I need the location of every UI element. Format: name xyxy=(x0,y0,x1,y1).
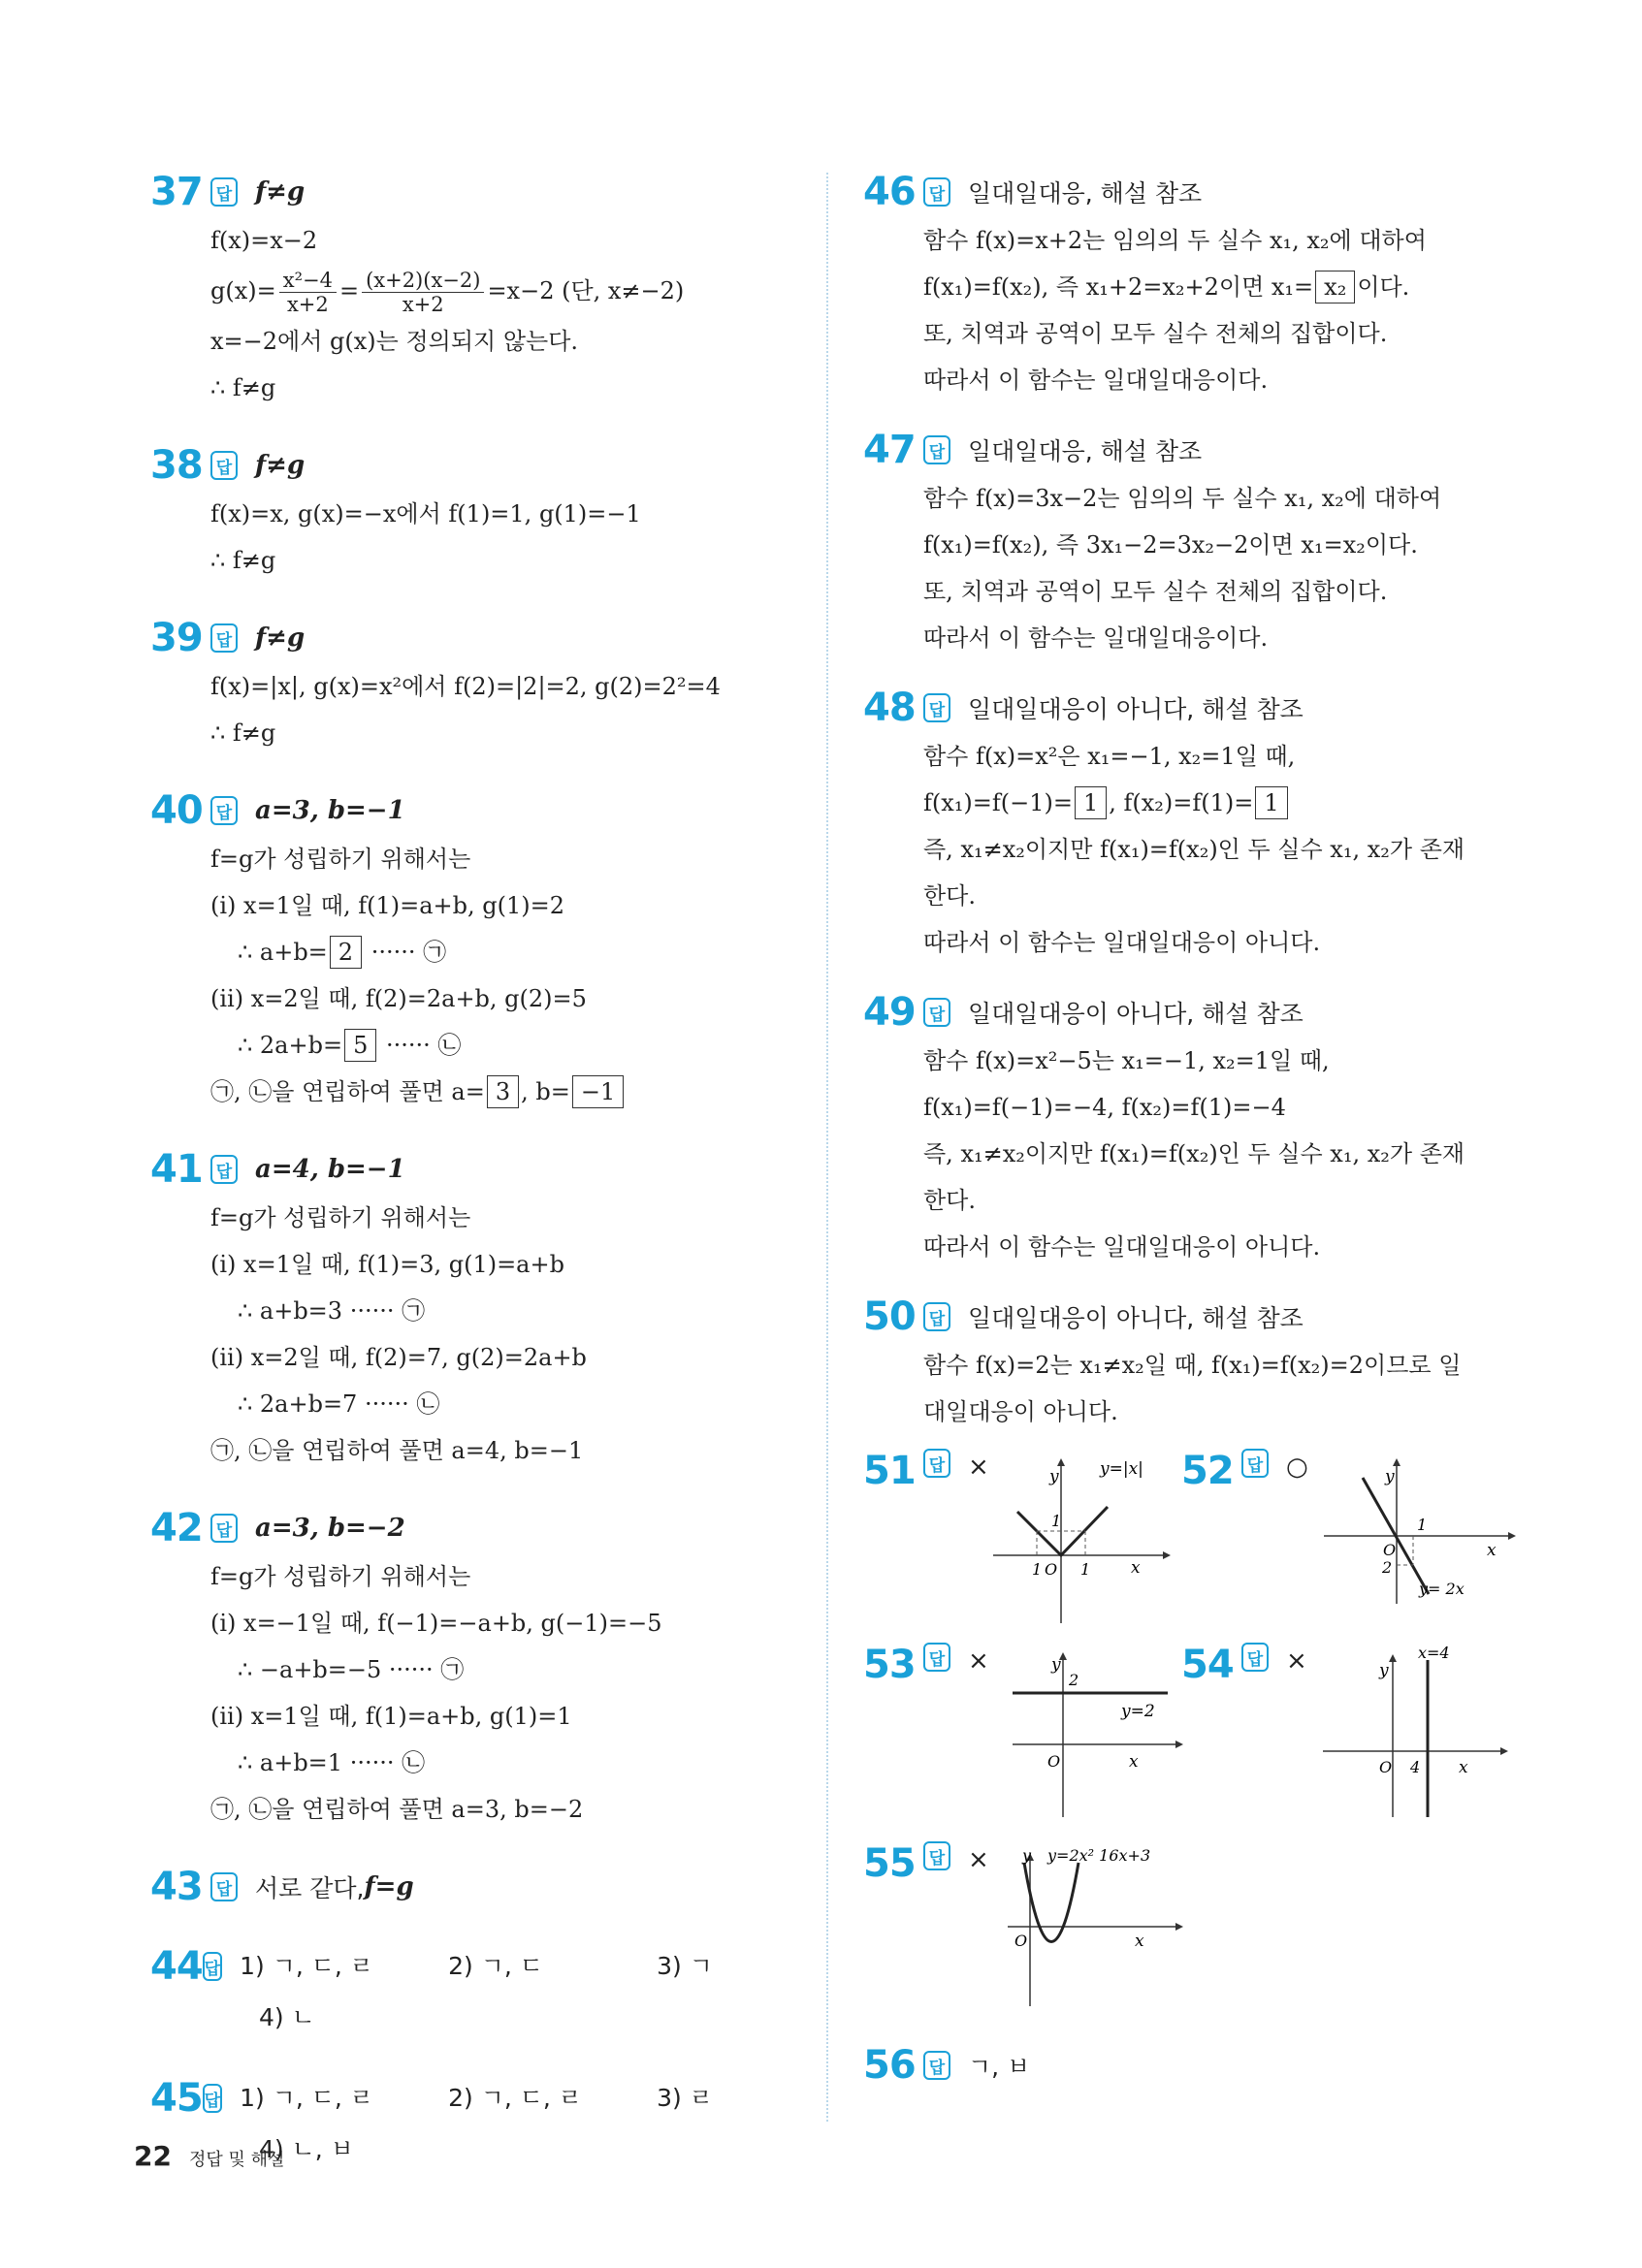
problem-39 xyxy=(150,613,810,756)
problem-50 xyxy=(863,1292,1503,1435)
answer-badge: 답 xyxy=(210,623,238,653)
page-footer xyxy=(134,2140,284,2172)
answer-badge: 답 xyxy=(923,177,950,207)
solution-line: 함수 f(x)=x²은 x₁=−1, x₂=1일 때, xyxy=(923,743,1296,770)
solution-line: f(x)=x−2 xyxy=(210,227,318,254)
problem-number: 54 xyxy=(1181,1643,1234,1687)
answer-box: 1 xyxy=(1075,786,1107,819)
equation-label: y=2x² 16x+3 xyxy=(1046,1846,1150,1865)
answer-mark: × xyxy=(968,1845,989,1874)
problem-53 xyxy=(863,1643,1187,1827)
solution-line: f(x₁)=f(x₂), 즉 3x₁−2=3x₂−2이면 x₁=x₂이다. xyxy=(923,531,1418,559)
solution-line: (ⅱ) x=1일 때, f(1)=a+b, g(1)=1 xyxy=(210,1703,572,1730)
solution-line: ∴ f≠g xyxy=(210,719,276,747)
origin-label: O xyxy=(1046,1752,1060,1771)
answer-badge: 답 xyxy=(923,1643,950,1672)
problem-number: 53 xyxy=(863,1643,916,1687)
problem-52 xyxy=(1181,1449,1523,1633)
problem-54 xyxy=(1181,1643,1522,1827)
problem-56 xyxy=(863,2040,1503,2091)
column-divider xyxy=(826,173,828,2122)
solution-line: ∴ a+b=1 ······ ㉡ xyxy=(238,1749,426,1776)
answer: 일대일대응, 해설 참조 xyxy=(968,179,1203,208)
problem-number: 46 xyxy=(863,170,916,214)
answer: ㄱ, ㅂ xyxy=(968,2053,1031,2081)
footer-title: 정답 및 해설 xyxy=(188,2150,285,2170)
problem-number: 41 xyxy=(150,1147,203,1192)
problem-number: 44 xyxy=(150,1944,203,1989)
tick-label: 1 xyxy=(1416,1516,1427,1534)
solution-line: f=g가 성립하기 위해서는 xyxy=(210,1563,471,1590)
solution-line: ∴ a+b= 2 ······ ㉠ xyxy=(150,929,810,975)
solution-line: f(x₁)=f(−1)= 1 , f(x₂)=f(1)= 1 xyxy=(863,780,1503,826)
problem-38 xyxy=(150,440,810,584)
problem-49 xyxy=(863,987,1503,1270)
answer-badge: 답 xyxy=(923,1841,950,1870)
answer-mark: × xyxy=(1286,1646,1307,1676)
solution-line: 즉, x₁≠x₂이지만 f(x₁)=f(x₂)인 두 실수 x₁, x₂가 존재 xyxy=(923,836,1465,863)
solution-line: 또, 치역과 공역이 모두 실수 전체의 집합이다. xyxy=(923,320,1388,347)
solution-line: ∴ f≠g xyxy=(210,547,276,574)
equation-label: y= 2x xyxy=(1418,1580,1465,1598)
solution-line: 따라서 이 함수는 일대일대응이 아니다. xyxy=(923,929,1321,956)
solution-line: ∴ 2a+b=7 ······ ㉡ xyxy=(238,1390,440,1418)
tick-label: 1 xyxy=(1031,1560,1042,1579)
answer-badge: 답 xyxy=(1241,1643,1269,1672)
equation-label: y=2 xyxy=(1120,1702,1155,1721)
sub-answer: 4) ㄴ, ㅂ xyxy=(259,2135,354,2163)
answer: f≠g xyxy=(255,623,306,653)
solution-line: 한다. xyxy=(923,1187,976,1214)
tick-label: 4 xyxy=(1409,1758,1420,1776)
x-label: x xyxy=(1128,1752,1139,1772)
graph-const xyxy=(993,1643,1187,1827)
problem-number: 49 xyxy=(863,990,916,1035)
y-label: y xyxy=(1050,1655,1061,1675)
graph-vertical xyxy=(1313,1643,1522,1827)
answer-badge: 답 xyxy=(210,177,238,207)
solution-line: (ⅱ) x=2일 때, f(2)=7, g(2)=2a+b xyxy=(210,1344,587,1371)
problem-number: 38 xyxy=(150,443,203,488)
problem-47 xyxy=(863,425,1503,661)
answer-badge: 답 xyxy=(203,2084,222,2113)
graph-parabola xyxy=(993,1841,1226,2016)
problem-43 xyxy=(150,1862,810,1912)
problem-number: 43 xyxy=(150,1865,203,1909)
problem-number: 45 xyxy=(150,2076,203,2121)
solution-line: g(x)= $\frac{\text{x²−4}}{x+2}$ = $\frac{(x+2)(x-2)}{x+2}$ =x−2 (단, x≠−2) xyxy=(210,269,685,316)
solution-line: 함수 f(x)=2는 x₁≠x₂일 때, f(x₁)=f(x₂)=2이므로 일 xyxy=(923,1352,1462,1379)
solution-line: ㉠, ㉡을 연립하여 풀면 a= 3 , b= −1 xyxy=(150,1069,810,1115)
x-label: x xyxy=(1134,1932,1144,1951)
y-label: y xyxy=(1021,1846,1031,1865)
solution-line: f=g가 성립하기 위해서는 xyxy=(210,1204,471,1231)
answer-badge: 답 xyxy=(210,796,238,825)
graph-row-53-54 xyxy=(863,1643,1503,1841)
graph-row-55 xyxy=(863,1841,1503,2040)
tick-label: 2 xyxy=(1068,1671,1079,1689)
answer-box: 1 xyxy=(1255,786,1287,819)
answer: 일대일대응이 아니다, 해설 참조 xyxy=(968,1000,1304,1028)
origin-label: O xyxy=(1014,1932,1027,1950)
solution-line: 따라서 이 함수는 일대일대응이다. xyxy=(923,624,1269,652)
solution-line: 함수 f(x)=3x−2는 임의의 두 실수 x₁, x₂에 대하여 xyxy=(923,485,1442,512)
sub-answer: 4) ㄴ xyxy=(259,2003,315,2031)
answer-badge: 답 xyxy=(923,693,950,722)
x-label: x xyxy=(1130,1558,1141,1578)
problem-55 xyxy=(863,1841,1226,2016)
solution-line: 한다. xyxy=(923,882,976,910)
fraction: $\frac{(x+2)(x-2)}{x+2}$ xyxy=(362,269,484,316)
problem-number: 37 xyxy=(150,170,203,214)
solution-line: (ⅱ) x=2일 때, f(2)=2a+b, g(2)=5 xyxy=(210,985,587,1012)
equation-label: x=4 xyxy=(1417,1644,1450,1662)
problem-number: 50 xyxy=(863,1294,916,1339)
answer-badge: 답 xyxy=(203,1952,222,1981)
problem-number: 55 xyxy=(863,1841,916,1886)
solution-line: (ⅰ) x=1일 때, f(1)=a+b, g(1)=2 xyxy=(210,892,564,919)
y-label: y xyxy=(1048,1467,1059,1486)
answer-mark: × xyxy=(968,1646,989,1676)
answer: a=3, b=−2 xyxy=(255,1514,405,1543)
solution-line: 함수 f(x)=x+2는 임의의 두 실수 x₁, x₂에 대하여 xyxy=(923,227,1427,254)
problem-number: 51 xyxy=(863,1449,916,1493)
problem-42 xyxy=(150,1503,810,1833)
problem-number: 42 xyxy=(150,1506,203,1550)
right-column xyxy=(863,167,1503,2120)
problem-46 xyxy=(863,167,1503,403)
answer-badge: 답 xyxy=(1241,1449,1269,1478)
solution-line: x=−2에서 g(x)는 정의되지 않는다. xyxy=(210,328,579,355)
origin-label: O xyxy=(1044,1560,1057,1579)
problem-number: 40 xyxy=(150,788,203,833)
graph-line xyxy=(1017,1507,1108,1555)
sub-answer: 2) ㄱ, ㄷ, ㄹ xyxy=(448,2084,582,2112)
answer-box: x₂ xyxy=(1315,271,1355,303)
solution-line: f(x₁)=f(x₂), 즉 x₁+2=x₂+2이면 x₁= x₂ 이다. xyxy=(863,264,1503,310)
solution-line: 따라서 이 함수는 일대일대응이 아니다. xyxy=(923,1233,1321,1261)
answer-badge: 답 xyxy=(210,1155,238,1184)
page-number: 22 xyxy=(134,2140,172,2172)
sub-answer: 1) ㄱ, ㄷ, ㄹ xyxy=(240,2084,373,2112)
sub-answer: 1) ㄱ, ㄷ, ㄹ xyxy=(240,1952,373,1980)
solution-line: ∴ −a+b=−5 ······ ㉠ xyxy=(238,1656,465,1683)
graph-linear xyxy=(1314,1449,1523,1633)
answer-math: f=g xyxy=(364,1872,414,1901)
problem-40 xyxy=(150,785,810,1115)
graph-line xyxy=(1024,1863,1079,1942)
solution-line: ㉠, ㉡을 연립하여 풀면 a=3, b=−2 xyxy=(210,1796,584,1823)
solution-line: ∴ a+b=3 ······ ㉠ xyxy=(238,1297,426,1325)
x-label: x xyxy=(1486,1541,1497,1560)
answer: 일대일대응이 아니다, 해설 참조 xyxy=(968,1304,1304,1332)
solution-line: 함수 f(x)=x²−5는 x₁=−1, x₂=1일 때, xyxy=(923,1047,1330,1074)
answer-badge: 답 xyxy=(210,451,238,480)
solution-line: ∴ 2a+b= 5 ······ ㉡ xyxy=(150,1022,810,1069)
sub-answer: 2) ㄱ, ㄷ xyxy=(448,1952,543,1980)
solution-line: f(x₁)=f(−1)=−4, f(x₂)=f(1)=−4 xyxy=(923,1094,1286,1121)
tick-label: 2 xyxy=(1381,1558,1392,1577)
origin-label: O xyxy=(1378,1758,1392,1776)
answer: 일대일대응, 해설 참조 xyxy=(968,437,1203,465)
problem-number: 39 xyxy=(150,616,203,660)
solution-line: f(x)=|x|, g(x)=x²에서 f(2)=|2|=2, g(2)=2²=4 xyxy=(210,673,721,700)
answer-box: −1 xyxy=(572,1075,624,1108)
answer-badge: 답 xyxy=(923,435,950,464)
solution-line: 즉, x₁≠x₂이지만 f(x₁)=f(x₂)인 두 실수 x₁, x₂가 존재 xyxy=(923,1140,1465,1167)
answer: a=4, b=−1 xyxy=(255,1155,405,1184)
solution-line: f=g가 성립하기 위해서는 xyxy=(210,846,471,873)
answer-badge: 답 xyxy=(210,1514,238,1543)
answer-badge: 답 xyxy=(923,1302,950,1331)
answer: a=3, b=−1 xyxy=(255,796,405,825)
answer-badge: 답 xyxy=(923,1449,950,1478)
y-label: y xyxy=(1384,1467,1395,1486)
answer-badge: 답 xyxy=(210,1872,238,1901)
problem-number: 47 xyxy=(863,428,916,472)
problem-37 xyxy=(150,167,810,411)
sub-answer: 3) ㄹ xyxy=(657,2084,713,2112)
tick-label: 1 xyxy=(1079,1560,1090,1579)
equation-label: y=|x| xyxy=(1099,1459,1143,1479)
answer: f≠g xyxy=(255,451,306,480)
x-label: x xyxy=(1458,1758,1468,1777)
y-label: y xyxy=(1378,1661,1389,1680)
solution-line: ∴ f≠g xyxy=(210,374,276,401)
problem-number: 48 xyxy=(863,686,916,730)
answer-mark: × xyxy=(968,1453,989,1482)
answer: 일대일대응이 아니다, 해설 참조 xyxy=(968,695,1304,723)
answer-badge: 답 xyxy=(923,998,950,1027)
answer-box: 3 xyxy=(487,1075,519,1108)
left-column xyxy=(150,167,810,2205)
problem-51 xyxy=(863,1449,1187,1633)
tick-label: 1 xyxy=(1050,1512,1061,1530)
solution-line: (ⅰ) x=1일 때, f(1)=3, g(1)=a+b xyxy=(210,1251,564,1278)
fraction: $\frac{\text{x²−4}}{x+2}$ xyxy=(279,269,337,316)
solution-line: 대일대응이 아니다. xyxy=(923,1398,1118,1425)
problem-number: 52 xyxy=(1181,1449,1234,1493)
problem-41 xyxy=(150,1144,810,1474)
origin-label: O xyxy=(1382,1541,1396,1559)
answer-mark: ○ xyxy=(1286,1453,1308,1482)
sub-answer: 3) ㄱ xyxy=(657,1952,713,1980)
solution-line: 따라서 이 함수는 일대일대응이다. xyxy=(923,367,1269,394)
answer-badge: 답 xyxy=(923,2051,950,2080)
solution-line: ㉠, ㉡을 연립하여 풀면 a=4, b=−1 xyxy=(210,1437,584,1464)
solution-line: 또, 치역과 공역이 모두 실수 전체의 집합이다. xyxy=(923,578,1388,605)
answer-box: 5 xyxy=(344,1029,376,1062)
answer-box: 2 xyxy=(330,936,362,969)
graph-abs xyxy=(993,1449,1187,1633)
problem-number: 56 xyxy=(863,2043,916,2088)
problem-44 xyxy=(150,1941,810,2044)
answer: 서로 같다, xyxy=(255,1874,365,1902)
problem-48 xyxy=(863,683,1503,966)
solution-line: f(x)=x, g(x)=−x에서 f(1)=1, g(1)=−1 xyxy=(210,500,641,527)
answer: f≠g xyxy=(255,177,306,207)
solution-line: (ⅰ) x=−1일 때, f(−1)=−a+b, g(−1)=−5 xyxy=(210,1610,662,1637)
graph-row-51-52 xyxy=(863,1449,1503,1643)
